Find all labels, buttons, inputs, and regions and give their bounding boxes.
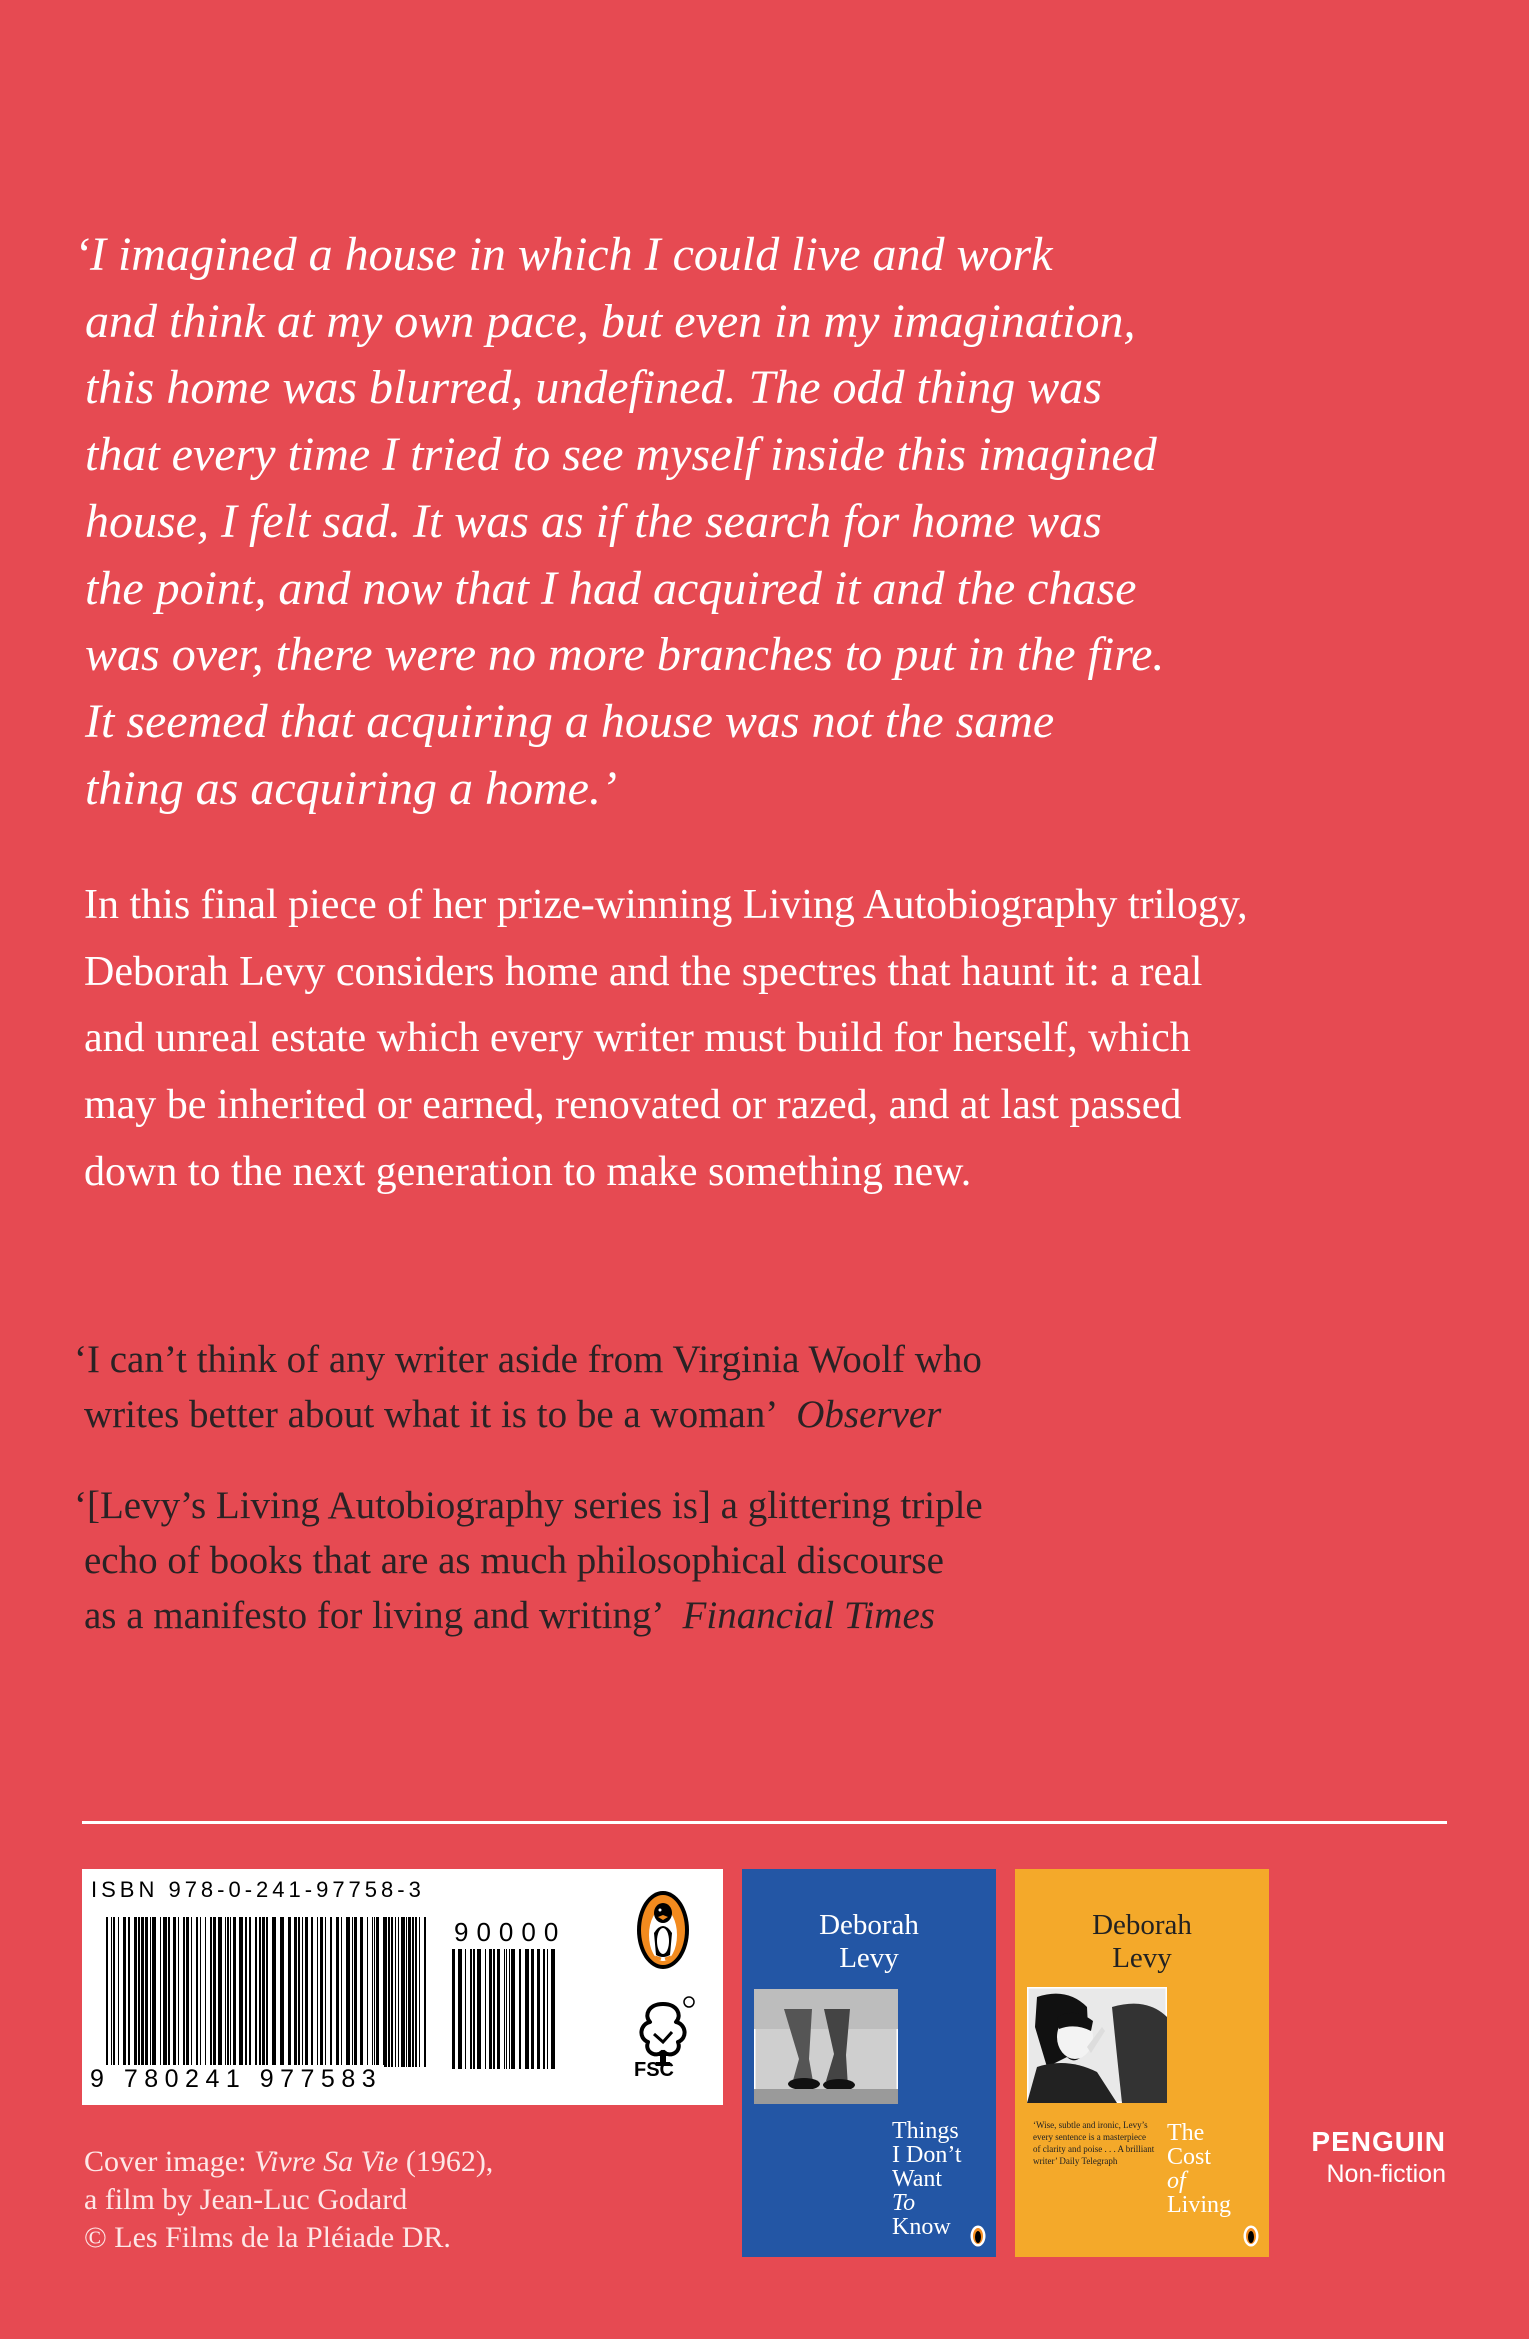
- barcode-bar: [341, 1917, 342, 2067]
- barcode-bar: [330, 1917, 332, 2067]
- barcode-bar: [239, 1917, 243, 2067]
- epigraph-quote: [74, 222, 1174, 822]
- book-title-line: Cost: [1167, 2144, 1212, 2170]
- barcode-bar: [470, 1949, 472, 2069]
- barcode-bar: [395, 1917, 396, 2067]
- barcode-bar: [225, 1917, 226, 2067]
- barcode-bar: [210, 1917, 212, 2067]
- barcode-bar: [424, 1917, 426, 2067]
- barcode-bar: [547, 1949, 548, 2069]
- mini-penguin-icon: [970, 2225, 986, 2247]
- barcode-bar: [160, 1917, 161, 2067]
- publisher-brand: [1286, 2126, 1446, 2189]
- book-title: [892, 2119, 992, 2239]
- credit-line: a film by Jean-Luc Godard: [84, 2183, 408, 2216]
- review-source: Observer: [796, 1393, 942, 1436]
- review-line: as a manifesto for living and writing’: [84, 1594, 665, 1637]
- review-quote-observer: [74, 1332, 1174, 1442]
- book-cover-photo: [754, 1989, 898, 2104]
- book-author-last: Levy: [1112, 1942, 1172, 1974]
- book-title-line: Know: [892, 2214, 951, 2240]
- book-blurb: [84, 872, 1414, 1206]
- book-author: [742, 1909, 996, 1975]
- book-author: [1015, 1909, 1269, 1975]
- barcode-bar: [408, 1917, 411, 2067]
- barcode-bar: [262, 1917, 265, 2067]
- barcode-bar: [465, 1949, 466, 2069]
- review-quote-financial-times: [74, 1478, 1174, 1643]
- barcode-bar: [227, 1917, 229, 2067]
- barcode-bar: [493, 1949, 495, 2069]
- blurb-line: In this final piece of her prize-winning Living Autobiography trilogy,: [84, 882, 1248, 928]
- book-author-first: Deborah: [1092, 1909, 1192, 1941]
- barcode-bar: [525, 1949, 529, 2069]
- barcode-bar: [489, 1949, 492, 2069]
- barcode-bar: [266, 1917, 268, 2067]
- barcode-bar: [376, 1917, 379, 2067]
- barcode-bar: [506, 1949, 507, 2069]
- barcode-bar: [419, 1917, 420, 2067]
- barcode-bar: [415, 1917, 417, 2067]
- barcode-bars: [106, 1917, 496, 2067]
- credit-prefix: Cover image:: [84, 2145, 254, 2178]
- barcode-bar: [106, 1917, 108, 2067]
- barcode-bar: [186, 1917, 189, 2067]
- barcode-bar: [230, 1917, 231, 2067]
- epigraph-line: ‘I imagined a house in which I could live and work: [74, 228, 1053, 281]
- blurb-line: down to the next generation to make something new.: [84, 1148, 972, 1195]
- review-line: writes better about what it is to be a woman’: [84, 1393, 779, 1436]
- barcode-bar: [519, 1949, 521, 2069]
- book-thumbnail-the-cost-of-living: [1015, 1869, 1269, 2257]
- barcode-bar: [272, 1917, 276, 2067]
- barcode-bar: [218, 1917, 222, 2067]
- barcode-bar: [118, 1917, 119, 2067]
- isbn-label: ISBN 978-0-241-97758-3: [91, 1877, 425, 1902]
- review-line: ‘I can’t think of any writer aside from Virginia Woolf who: [74, 1338, 982, 1381]
- epigraph-line: house, I felt sad. It was as if the search for home was: [85, 494, 1102, 548]
- epigraph-line: was over, there were no more branches to put in the fire.: [85, 628, 1165, 682]
- barcode-bar: [325, 1917, 326, 2067]
- barcode-bar: [473, 1949, 475, 2069]
- book-cover-photo: [1027, 1987, 1167, 2103]
- publisher-name: PENGUIN: [1311, 2126, 1446, 2157]
- barcode-bar: [452, 1949, 455, 2069]
- review-line: echo of books that are as much philosophical discourse: [84, 1539, 944, 1582]
- book-author-first: Deborah: [819, 1909, 919, 1941]
- barcode-bar: [123, 1917, 126, 2067]
- divider-rule: [82, 1821, 1447, 1824]
- barcode-bar: [178, 1917, 179, 2067]
- barcode-bar: [354, 1917, 357, 2067]
- barcode-bar: [388, 1917, 390, 2067]
- barcode-bar: [145, 1917, 148, 2067]
- book-title-line: Living: [1167, 2192, 1231, 2218]
- barcode-bar: [398, 1917, 399, 2067]
- book-title-line: I Don’t: [892, 2142, 962, 2168]
- barcode-bar: [233, 1917, 236, 2067]
- barcode-bar: [259, 1917, 261, 2067]
- book-title-line: Things: [892, 2118, 959, 2144]
- barcode-bar: [551, 1949, 555, 2069]
- epigraph-line: and think at my own pace, but even in my imagination,: [85, 294, 1136, 348]
- mini-penguin-icon: [1243, 2225, 1259, 2247]
- barcode-bar: [249, 1917, 251, 2067]
- barcode-bar: [458, 1949, 462, 2069]
- barcode-addon-bars: [452, 1949, 562, 2069]
- barcode-bar: [141, 1917, 144, 2067]
- barcode-bar: [173, 1917, 176, 2067]
- barcode-bar: [374, 1917, 375, 2067]
- barcode-bar: [288, 1917, 291, 2067]
- barcode-bar: [128, 1917, 130, 2067]
- publisher-category: Non-fiction: [1326, 2160, 1446, 2188]
- review-line-with-source: [74, 1588, 1174, 1643]
- penguin-logo-icon: [635, 1889, 691, 1971]
- barcode-bar: [346, 1917, 350, 2067]
- barcode-bar: [406, 1917, 407, 2067]
- barcode-bar: [401, 1917, 405, 2067]
- barcode-bar: [168, 1917, 170, 2067]
- barcode-bar: [298, 1917, 300, 2067]
- barcode-bar: [196, 1917, 198, 2067]
- barcode-bar: [412, 1917, 414, 2067]
- book-title-line: The: [1167, 2120, 1205, 2146]
- barcode-bar: [111, 1917, 112, 2067]
- review-source: Financial Times: [682, 1594, 935, 1637]
- blurb-line: and unreal estate which every writer must build for herself, which: [84, 1015, 1191, 1062]
- blurb-line: may be inherited or earned, renovated or razed, and at last passed: [84, 1082, 1182, 1129]
- barcode-bar: [509, 1949, 510, 2069]
- credit-year: (1962),: [398, 2145, 494, 2178]
- barcode-bar: [367, 1917, 368, 2067]
- barcode-bar: [360, 1917, 363, 2067]
- credit-line: © Les Films de la Pléiade DR.: [84, 2221, 451, 2254]
- barcode-bar: [152, 1917, 156, 2067]
- epigraph-line: the point, and now that I had acquired it and the chase: [85, 561, 1137, 615]
- book-thumbnail-things-i-dont-want-to-know: [742, 1869, 996, 2257]
- epigraph-line: this home was blurred, undefined. The odd thing was: [85, 361, 1102, 415]
- barcode-bar: [531, 1949, 534, 2069]
- barcode-bar: [543, 1949, 545, 2069]
- barcode-bar: [200, 1917, 201, 2067]
- barcode-bar: [383, 1917, 387, 2067]
- barcode-bar: [485, 1949, 486, 2069]
- barcode-bar: [320, 1917, 323, 2067]
- barcode-bar: [372, 1917, 373, 2067]
- epigraph-line: It seemed that acquiring a house was not the same: [85, 694, 1055, 748]
- barcode-bar: [191, 1917, 192, 2067]
- barcode-bar: [183, 1917, 185, 2067]
- barcode-bar: [245, 1917, 247, 2067]
- barcode-bar: [294, 1917, 297, 2067]
- book-title-line: To: [892, 2190, 916, 2216]
- barcode-bar: [336, 1917, 339, 2067]
- barcode-bar: [504, 1949, 505, 2069]
- fsc-label: FSC: [634, 2059, 674, 2081]
- barcode-bar: [317, 1917, 318, 2067]
- epigraph-line: thing as acquiring a home.’: [85, 761, 617, 815]
- barcode-bar: [311, 1917, 313, 2067]
- book-title-line: of: [1167, 2168, 1186, 2194]
- barcode-bar: [255, 1917, 257, 2067]
- credit-film-title: Vivre Sa Vie: [253, 2145, 399, 2178]
- book-author-last: Levy: [839, 1942, 899, 1974]
- cover-image-credit: [84, 2143, 684, 2257]
- barcode-bar: [113, 1917, 115, 2067]
- epigraph-line: that every time I tried to see myself inside this imagined: [85, 428, 1157, 482]
- barcode-bar: [537, 1949, 540, 2069]
- barcode-bar: [150, 1917, 151, 2067]
- barcode-bar: [213, 1917, 216, 2067]
- barcode-bar: [138, 1917, 140, 2067]
- credit-line: [84, 2143, 684, 2181]
- barcode-digits: 9 780241 977583: [90, 2065, 383, 2093]
- barcode-bar: [305, 1917, 308, 2067]
- book-cover-blurb: ‘Wise, subtle and ironic, Levy’s every sentence is a masterpiece of clarity and poise . . . A brilliant writer’ Daily Telegraph: [1033, 2120, 1155, 2166]
- barcode-bar: [477, 1949, 481, 2069]
- barcode-addon-digits: 90000: [454, 1917, 567, 1947]
- blurb-line: Deborah Levy considers home and the spectres that haunt it: a real: [84, 948, 1203, 995]
- barcode-bar: [280, 1917, 284, 2067]
- barcode-bar: [302, 1917, 303, 2067]
- barcode-bar: [205, 1917, 206, 2067]
- barcode-bar: [352, 1917, 353, 2067]
- review-line: ‘[Levy’s Living Autobiography series is] a glittering triple: [74, 1484, 983, 1527]
- book-title: [1167, 2121, 1267, 2217]
- barcode-panel: [82, 1869, 723, 2105]
- barcode-bar: [497, 1949, 500, 2069]
- barcode-bar: [163, 1917, 167, 2067]
- barcode-bar: [134, 1917, 137, 2067]
- book-title-line: Want: [892, 2166, 943, 2192]
- barcode-bar: [391, 1917, 393, 2067]
- review-line-with-source: [74, 1387, 1174, 1442]
- barcode-bar: [511, 1949, 515, 2069]
